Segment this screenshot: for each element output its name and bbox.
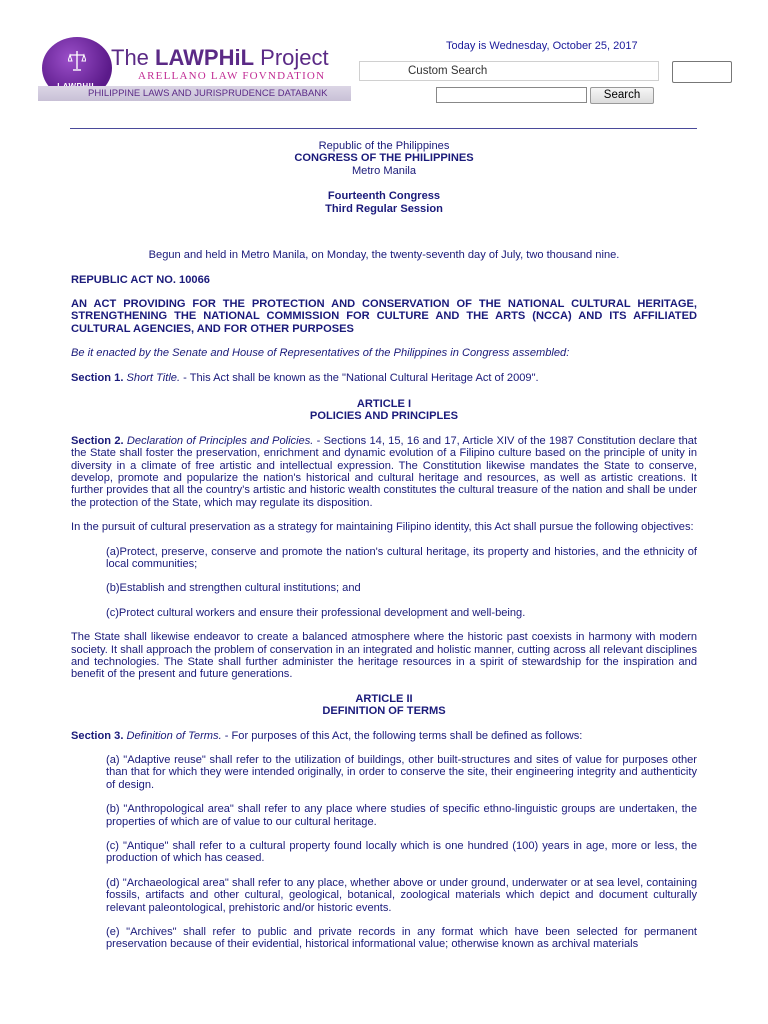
- definition-b: (b) "Anthropological area" shall refer to any place where studies of specific ethno-linguistic groups are undertaken, the properties of which are of value to our cultural heritage.: [106, 803, 697, 828]
- document-body: [71, 140, 697, 951]
- objective-c: (c)Protect cultural workers and ensure their professional development and well-being.: [106, 606, 526, 619]
- act-title: AN ACT PROVIDING FOR THE PROTECTION AND CONSERVATION OF THE NATIONAL CULTURAL HERITAGE, STRENGTHENING THE NATIONAL COMMISSION FOR CULTURE AND THE ARTS (NCCA) AND ITS AFFILIATED CULTURAL AGENCIES, AND FOR OTHER PURPOSES: [71, 297, 697, 335]
- search-side-box[interactable]: [672, 61, 732, 83]
- brand-suffix: Project: [254, 45, 329, 70]
- congress-line: CONGRESS OF THE PHILIPPINES: [294, 152, 474, 165]
- article-2-title: DEFINITION OF TERMS: [322, 705, 446, 718]
- section-label: Section 1.: [71, 372, 124, 385]
- section-title: Short Title.: [126, 372, 181, 385]
- objective-b: (b)Establish and strengthen cultural institutions; and: [106, 582, 361, 595]
- site-header: [0, 0, 768, 120]
- header-divider: [70, 128, 697, 129]
- definition-c: (c) "Antique" shall refer to a cultural property found locally which is one hundred (100) years in age, more or less, the production of which has ceased.: [106, 840, 697, 865]
- brand-band-text: PHILIPPINE LAWS AND JURISPRUDENCE DATABANK: [88, 88, 328, 99]
- objective-a: (a)Protect, preserve, conserve and promote the nation's cultural heritage, its property and histories, and the ethnicity of local communities;: [106, 545, 697, 570]
- congress-number: Fourteenth Congress: [327, 190, 441, 203]
- republic-line: Republic of the Philippines: [318, 140, 450, 152]
- session-line: Third Regular Session: [325, 202, 443, 215]
- section-text: - For purposes of this Act, the following terms shall be defined as follows:: [221, 729, 583, 742]
- brand-prefix: The: [111, 45, 156, 70]
- section-2: [71, 435, 697, 509]
- brand-name: LAWPHiL: [155, 45, 255, 70]
- section-title: Definition of Terms.: [126, 729, 222, 742]
- article-2-heading: ARTICLE II: [355, 692, 413, 705]
- today-date: Today is Wednesday, October 25, 2017: [446, 40, 638, 52]
- section-1: [71, 372, 697, 384]
- definition-a: (a) "Adaptive reuse" shall refer to the utilization of buildings, other built-structures and sites of value for purposes other than that for which they were intended originally, in order to conserve the site, their engineering integrity and authenticity of design.: [106, 754, 697, 791]
- search-button[interactable]: Search: [590, 87, 654, 104]
- section-label: Section 2.: [71, 434, 124, 447]
- state-paragraph: The State shall likewise endeavor to create a balanced atmosphere where the historic past coexists in harmony with modern society. It shall approach the problem of conservation in an integrated and holistic manner, cutting across all relevant disciplines and technologies. The State shall further administer the heritage resources in a spirit of stewardship for the inspiration and benefit of the present and future generations.: [71, 631, 697, 681]
- pursuit-paragraph: In the pursuit of cultural preservation as a strategy for maintaining Filipino identity, this Act shall pursue the following objectives:: [71, 521, 694, 534]
- custom-search-label: Custom Search: [408, 65, 488, 77]
- custom-search-box[interactable]: [359, 61, 659, 81]
- section-text: - Sections 14, 15, 16 and 17, Article XIV of the 1987 Constitution declare that the State shall foster the preservation, enrichment and dynamic evolution of a Filipino culture based on the principle of unity in diversity in a climate of free artistic and intellectual expression. The Constitution likewise mandates the State to conserve, develop, promote and popularize the nation's historical and cultural heritage and resources, as well as artistic creations. It further provides that all the country's artistic and historic wealth constitutes the cultural treasure of the nation and shall be under the protection of the State, which may regulate its disposition.: [71, 434, 697, 509]
- search-input[interactable]: [436, 87, 587, 103]
- enacting-clause: Be it enacted by the Senate and House of Representatives of the Philippines in Congress assembled:: [71, 347, 570, 360]
- brand-title[interactable]: [111, 45, 329, 71]
- section-label: Section 3.: [71, 729, 124, 742]
- brand-subtitle: ARELLANO LAW FOVNDATION: [138, 70, 326, 82]
- brand-band: [38, 86, 351, 101]
- scales-of-justice-icon: [68, 49, 86, 73]
- city-line: Metro Manila: [351, 164, 417, 177]
- definition-e: (e) "Archives" shall refer to public and private records in any format which have been selected for permanent preservation because of their evidential, historical informational value; otherwise known as archival materials: [106, 926, 697, 951]
- begun-line: Begun and held in Metro Manila, on Monday, the twenty-seventh day of July, two thousand nine.: [148, 249, 620, 262]
- definition-d: (d) "Archaeological area" shall refer to any place, whether above or under ground, underwater or at sea level, containing fossils, artifacts and other cultural, geological, botanical, zoological materials which depict and document culturally relevant paleontological, prehistoric and/or historic events.: [106, 876, 697, 914]
- article-1-title: POLICIES AND PRINCIPLES: [309, 410, 459, 423]
- section-3: [71, 730, 697, 742]
- article-1-heading: ARTICLE I: [356, 397, 412, 410]
- section-text: - This Act shall be known as the "National Cultural Heritage Act of 2009".: [180, 372, 539, 385]
- section-title: Declaration of Principles and Policies.: [126, 434, 314, 447]
- republic-act-number: REPUBLIC ACT NO. 10066: [71, 274, 210, 287]
